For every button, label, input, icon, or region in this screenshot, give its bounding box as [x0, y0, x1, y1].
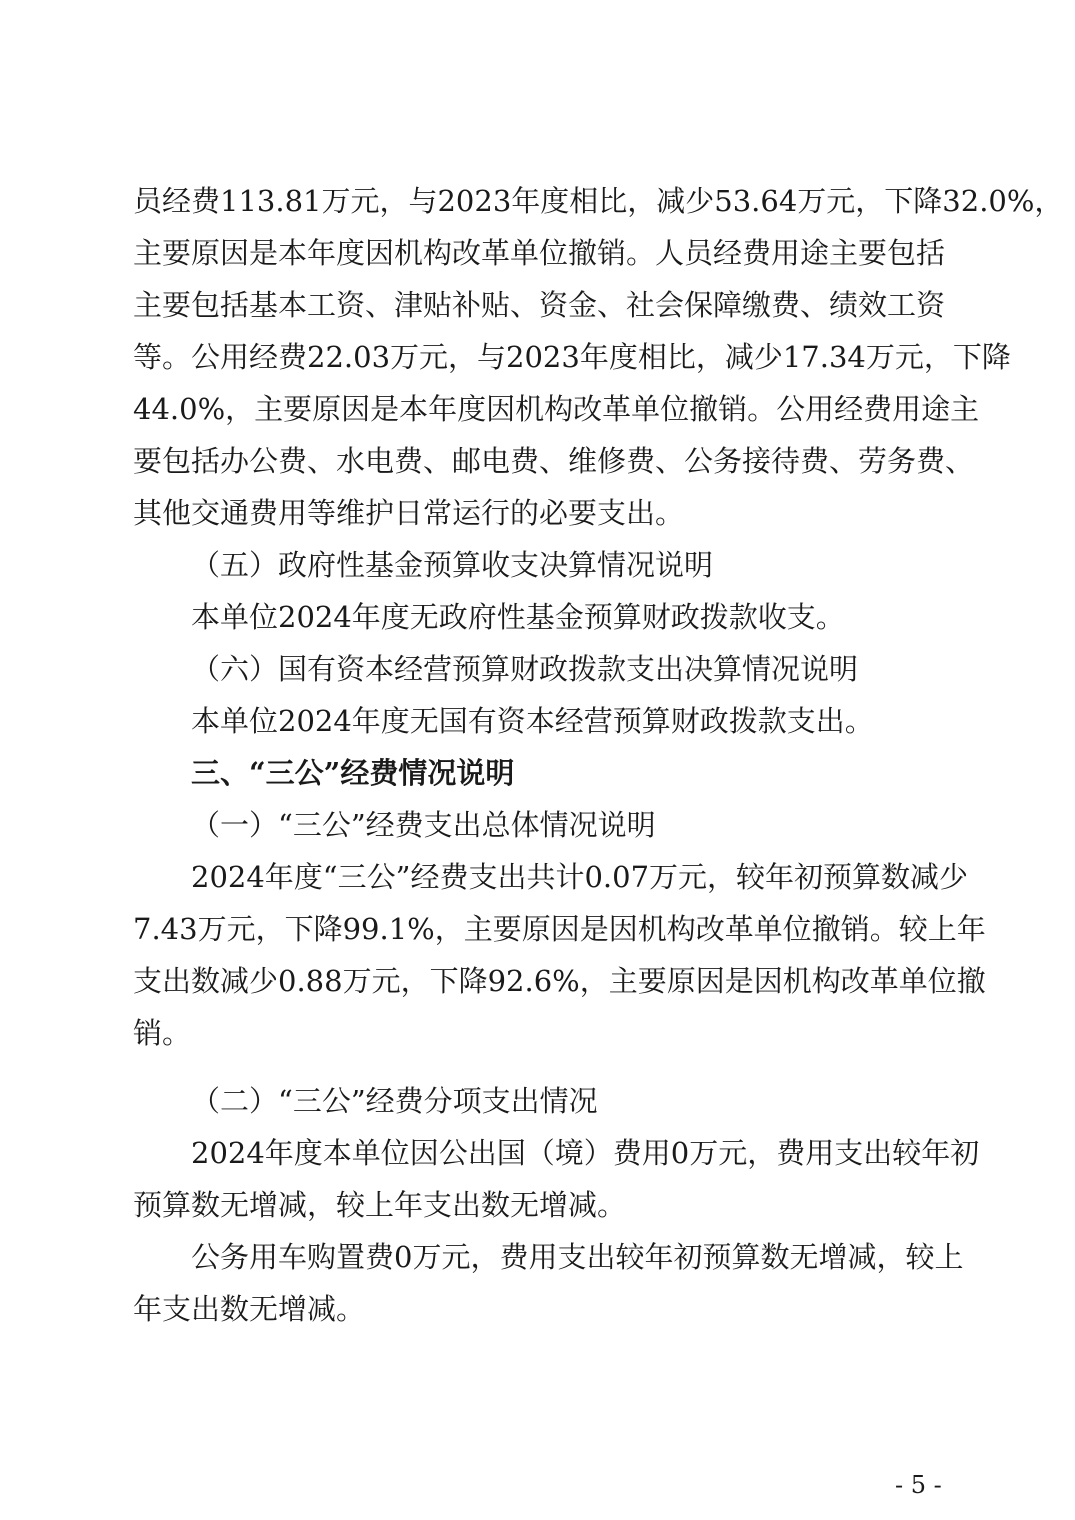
paragraph-line: 主要包括基本工资、津贴补贴、资金、社会保障缴费、绩效工资	[133, 288, 946, 322]
paragraph-line: 员经费113.81万元，与2023年度相比，减少53.64万元，下降32.0%，	[133, 184, 1064, 218]
paragraph-line: 年支出数无增减。	[133, 1292, 366, 1326]
chapter-heading-3: 三、“三公”经费情况说明	[191, 756, 515, 790]
paragraph-line: 销。	[133, 1016, 192, 1050]
paragraph-line: 44.0%，主要原因是本年度因机构改革单位撤销。公用经费用途主	[133, 392, 980, 426]
page-number: - 5 -	[895, 1471, 942, 1499]
paragraph-line: 其他交通费用等维护日常运行的必要支出。	[133, 496, 685, 530]
paragraph-line: 2024年度本单位因公出国（境）费用0万元，费用支出较年初	[191, 1136, 980, 1170]
document-page	[133, 183, 1064, 1343]
paragraph-line: 2024年度“三公”经费支出共计0.07万元，较年初预算数减少	[191, 860, 969, 894]
paragraph-line: 本单位2024年度无政府性基金预算财政拨款收支。	[191, 600, 845, 634]
paragraph-line: 7.43万元，下降99.1%，主要原因是因机构改革单位撤销。较上年	[133, 912, 986, 946]
section-heading-6: （六）国有资本经营预算财政拨款支出决算情况说明	[191, 652, 859, 686]
paragraph-line: 支出数减少0.88万元，下降92.6%，主要原因是因机构改革单位撤	[133, 964, 986, 998]
paragraph-line: 公务用车购置费0万元，费用支出较年初预算数无增减，较上	[191, 1240, 964, 1274]
paragraph-line: 预算数无增减，较上年支出数无增减。	[133, 1188, 627, 1222]
section-heading-1: （一）“三公”经费支出总体情况说明	[191, 808, 656, 842]
section-heading-5: （五）政府性基金预算收支决算情况说明	[191, 548, 714, 582]
paragraph-line: 要包括办公费、水电费、邮电费、维修费、公务接待费、劳务费、	[133, 444, 975, 478]
section-heading-2: （二）“三公”经费分项支出情况	[191, 1084, 598, 1118]
paragraph-line: 主要原因是本年度因机构改革单位撤销。人员经费用途主要包括	[133, 236, 946, 270]
paragraph-line: 等。公用经费22.03万元，与2023年度相比，减少17.34万元，下降	[133, 340, 1011, 374]
paragraph-line: 本单位2024年度无国有资本经营预算财政拨款支出。	[191, 704, 874, 738]
